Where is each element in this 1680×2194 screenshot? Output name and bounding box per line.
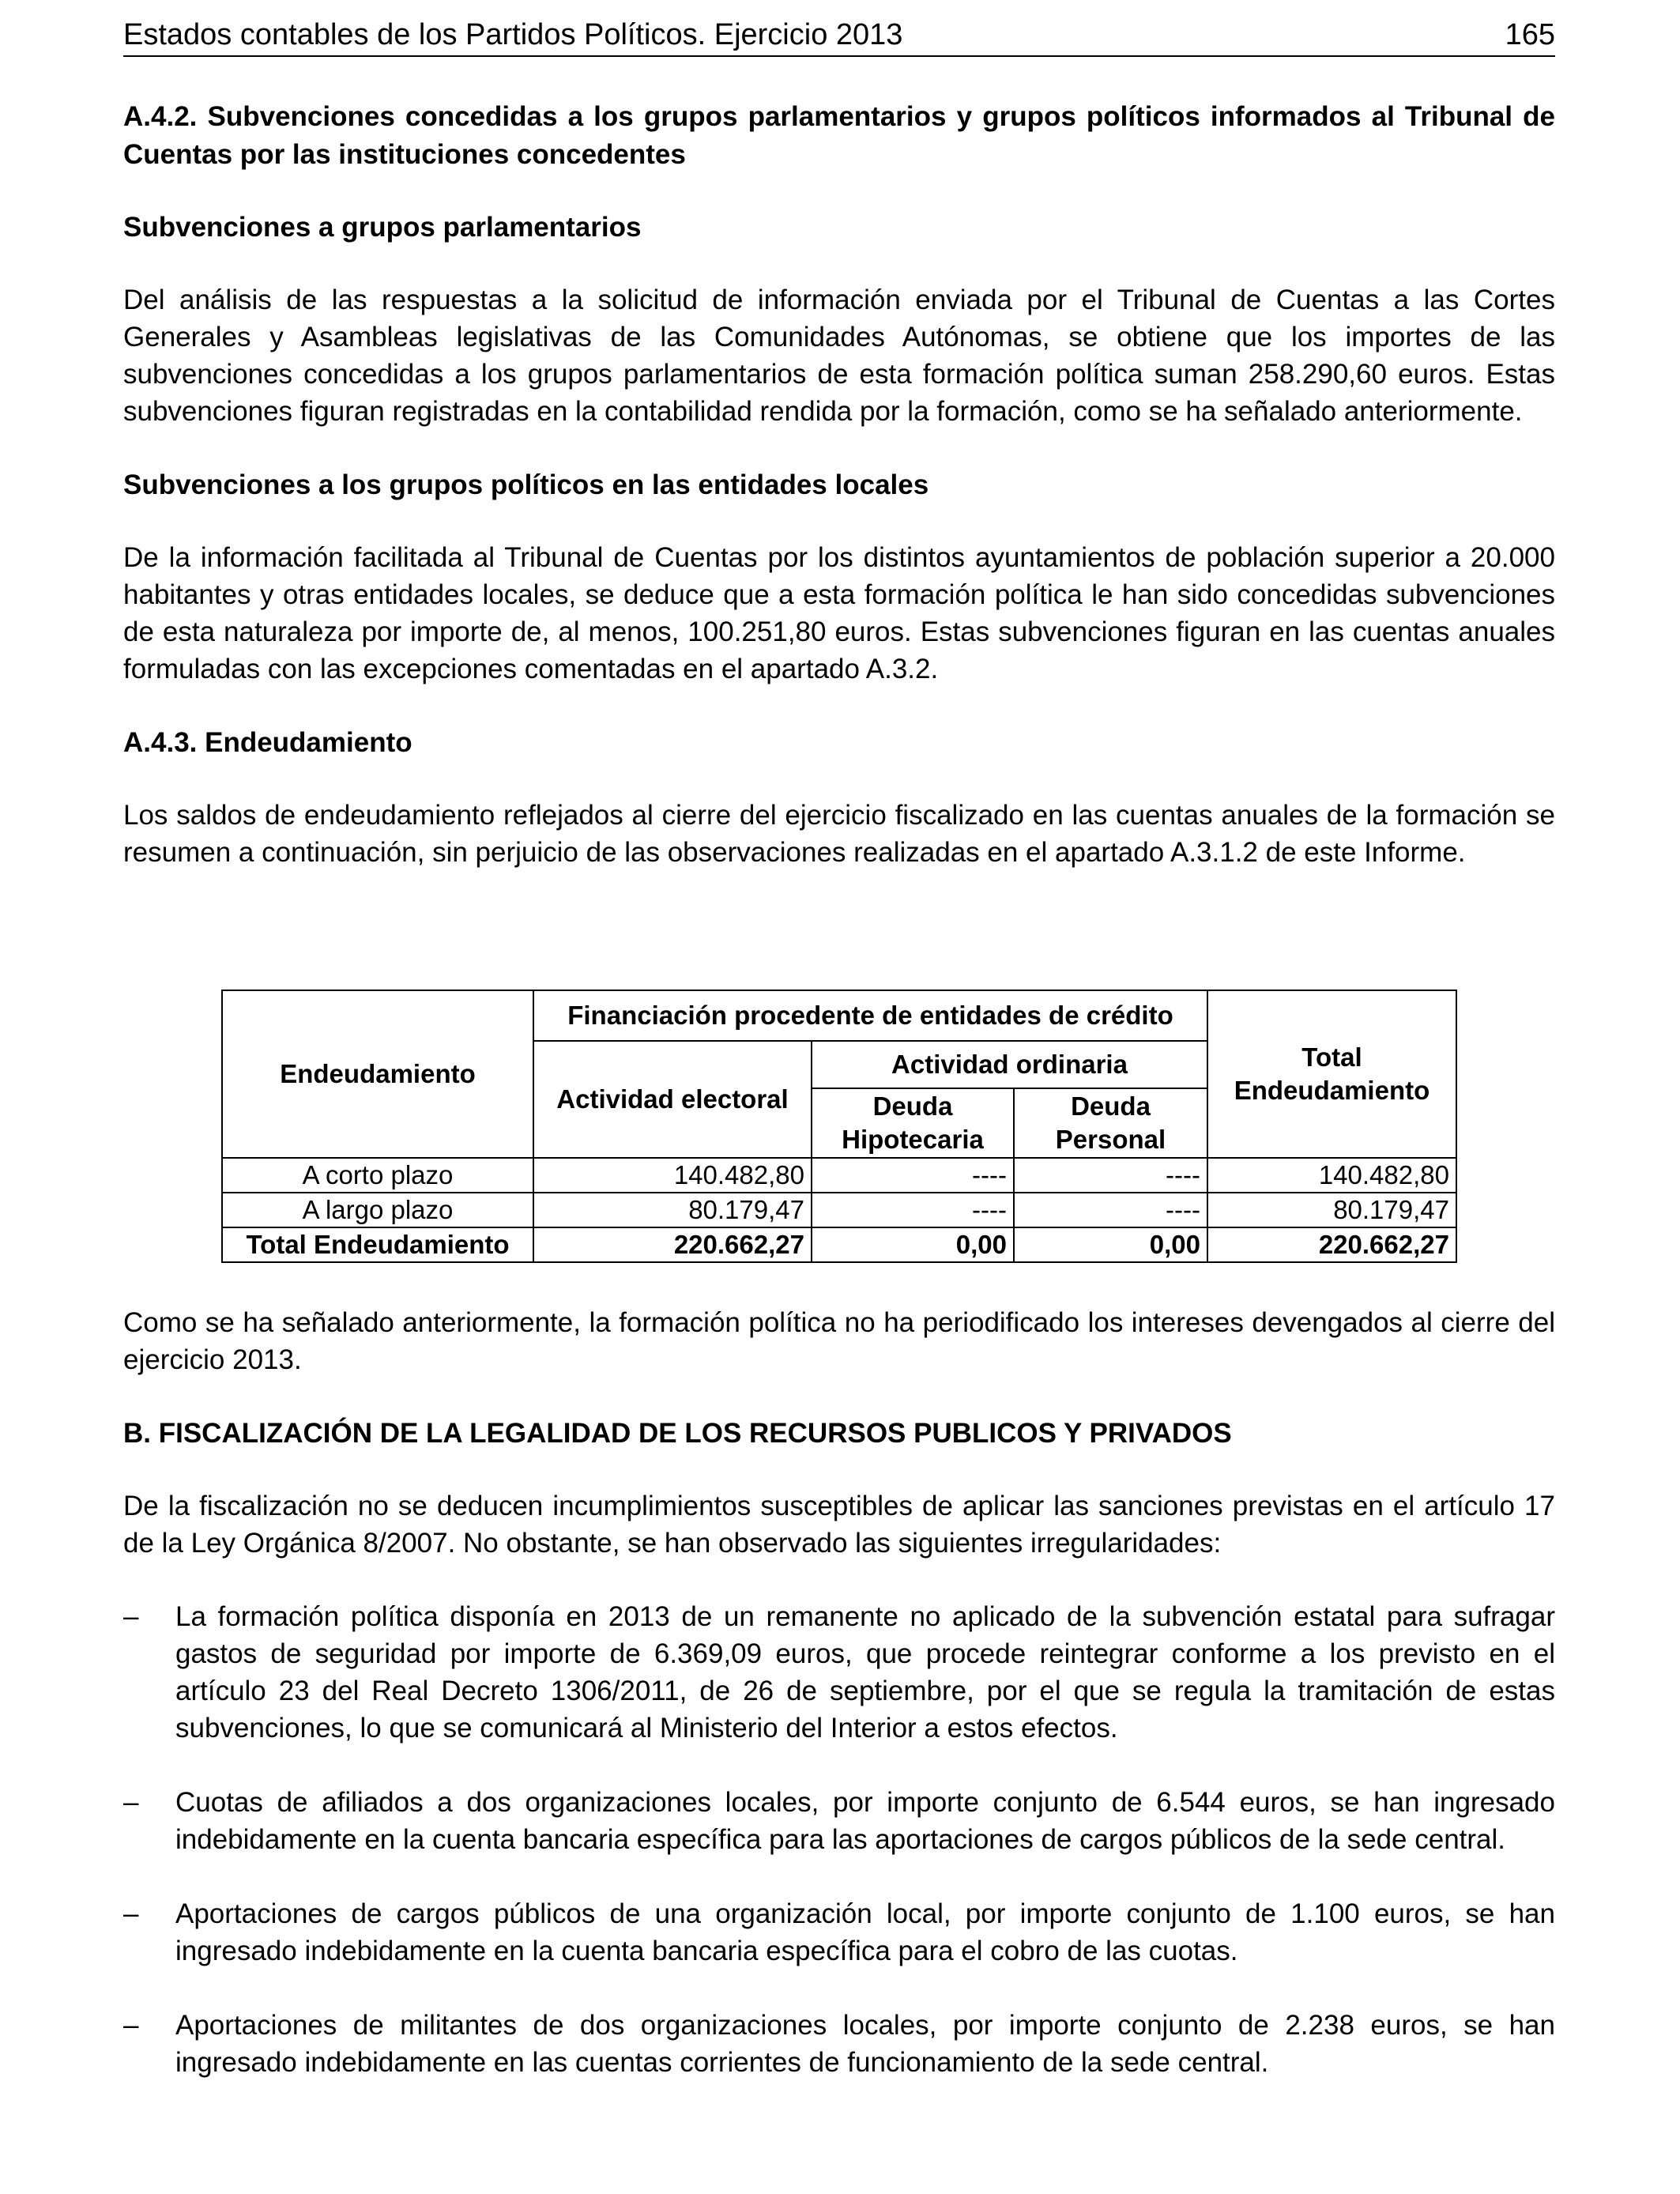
list-item-text: Aportaciones de militantes de dos organizaciones locales, por importe conjunto de 2.238 euros, se han ingresado indebidamente en las cuentas corrientes de funcionamiento de la sede central.: [175, 2010, 1555, 2078]
after-table-paragraph: Como se ha señalado anteriormente, la formación política no ha periodificado los intereses devengados al cierre del ejercicio 2013.: [123, 1307, 1555, 1375]
cell-electoral: 80.179,47: [533, 1193, 812, 1227]
table-row-total: [222, 1227, 1456, 1262]
cell-hipotecaria: ----: [812, 1158, 1014, 1193]
header-endeudamiento: Endeudamiento: [222, 990, 533, 1158]
list-item: [123, 1784, 1555, 1858]
row-label: A corto plazo: [222, 1158, 533, 1193]
cell-total: 220.662,27: [1207, 1227, 1456, 1262]
list-item: [123, 1598, 1555, 1747]
irregularities-list: [123, 1598, 1555, 2081]
cell-total: 80.179,47: [1207, 1193, 1456, 1227]
cell-personal: ----: [1014, 1158, 1207, 1193]
list-item-text: Cuotas de afiliados a dos organizaciones locales, por importe conjunto de 6.544 euros, se han ingresado indebidamente en la cuenta bancaria específica para las aportaciones de cargos públicos de la sede central.: [175, 1787, 1555, 1855]
bullet-dash: –: [123, 1601, 139, 1632]
header-financiacion: Financiación procedente de entidades de crédito: [533, 990, 1207, 1041]
bullet-dash: –: [123, 1787, 139, 1818]
running-header: [123, 11, 1555, 57]
bullet-dash: –: [123, 1898, 139, 1929]
table-row-largo-plazo: [222, 1193, 1456, 1227]
section-b-intro: De la fiscalización no se deducen incumplimientos susceptibles de aplicar las sanciones previstas en el artículo 17 de la Ley Orgánica 8/2007. No obstante, se han observado las siguientes irregularidades:: [123, 1491, 1555, 1559]
cell-hipotecaria: 0,00: [812, 1227, 1014, 1262]
subsection-grupos-parlamentarios-title: Subvenciones a grupos parlamentarios: [123, 212, 642, 243]
subsection-entidades-locales-title: Subvenciones a los grupos políticos en las entidades locales: [123, 469, 929, 500]
entidades-locales-paragraph: De la información facilitada al Tribunal de Cuentas por los distintos ayuntamientos de población superior a 20.000 habitantes y otras entidades locales, se deduce que a esta formación política le han sido concedidas subvenciones de esta naturaleza por importe de, al menos, 100.251,80 euros. Estas subvenciones figuran en las cuentas anuales formuladas con las excepciones comentadas en el apartado A.3.2.: [123, 542, 1555, 684]
section-a43-title: A.4.3. Endeudamiento: [123, 727, 412, 758]
list-item: [123, 2007, 1555, 2081]
header-title: Estados contables de los Partidos Políticos. Ejercicio 2013: [123, 18, 903, 51]
header-deuda-personal: Deuda Personal: [1014, 1088, 1207, 1158]
header-deuda-hipotecaria: Deuda Hipotecaria: [812, 1088, 1014, 1158]
cell-total: 140.482,80: [1207, 1158, 1456, 1193]
header-actividad-electoral: Actividad electoral: [533, 1041, 812, 1158]
page-number: 165: [1505, 18, 1555, 51]
cell-personal: 0,00: [1014, 1227, 1207, 1262]
row-label: Total Endeudamiento: [222, 1227, 533, 1262]
cell-electoral: 220.662,27: [533, 1227, 812, 1262]
bullet-dash: –: [123, 2010, 139, 2041]
section-a42-title: A.4.2. Subvenciones concedidas a los grupos parlamentarios y grupos políticos informados al Tribunal de Cuentas por las instituciones concedentes: [123, 101, 1555, 170]
cell-hipotecaria: ----: [812, 1193, 1014, 1227]
list-item: [123, 1895, 1555, 1970]
header-actividad-ordinaria: Actividad ordinaria: [812, 1041, 1207, 1088]
list-item-text: La formación política disponía en 2013 de un remanente no aplicado de la subvención estatal para sufragar gastos de seguridad por importe de 6.369,09 euros, que procede reintegrar conforme a los previsto en el artículo 23 del Real Decreto 1306/2011, de 26 de septiembre, por el que se regula la tramitación de estas subvenciones, lo que se comunicará al Ministerio del Interior a estos efectos.: [175, 1601, 1555, 1744]
debt-table: [221, 990, 1457, 1263]
header-total-endeudamiento: Total Endeudamiento: [1207, 990, 1456, 1158]
row-label: A largo plazo: [222, 1193, 533, 1227]
list-item-text: Aportaciones de cargos públicos de una organización local, por importe conjunto de 1.100 euros, se han ingresado indebidamente en la cuenta bancaria específica para el cobro de las cuotas.: [175, 1898, 1555, 1966]
table-row-corto-plazo: [222, 1158, 1456, 1193]
cell-electoral: 140.482,80: [533, 1158, 812, 1193]
page-content: [123, 98, 1555, 2081]
section-b-title: B. FISCALIZACIÓN DE LA LEGALIDAD DE LOS RECURSOS PUBLICOS Y PRIVADOS: [123, 1418, 1232, 1449]
grupos-parlamentarios-paragraph: Del análisis de las respuestas a la solicitud de información enviada por el Tribunal de Cuentas a las Cortes Generales y Asambleas legislativas de las Comunidades Autónomas, se obtiene que los importes de las subvenciones concedidas a los grupos parlamentarios de esta formación política suman 258.290,60 euros. Estas subvenciones figuran registradas en la contabilidad rendida por la formación, como se ha señalado anteriormente.: [123, 285, 1555, 427]
cell-personal: ----: [1014, 1193, 1207, 1227]
endeudamiento-paragraph: Los saldos de endeudamiento reflejados al cierre del ejercicio fiscalizado en las cuentas anuales de la formación se resumen a continuación, sin perjuicio de las observaciones realizadas en el apartado A.3.1.2 de este Informe.: [123, 800, 1555, 868]
